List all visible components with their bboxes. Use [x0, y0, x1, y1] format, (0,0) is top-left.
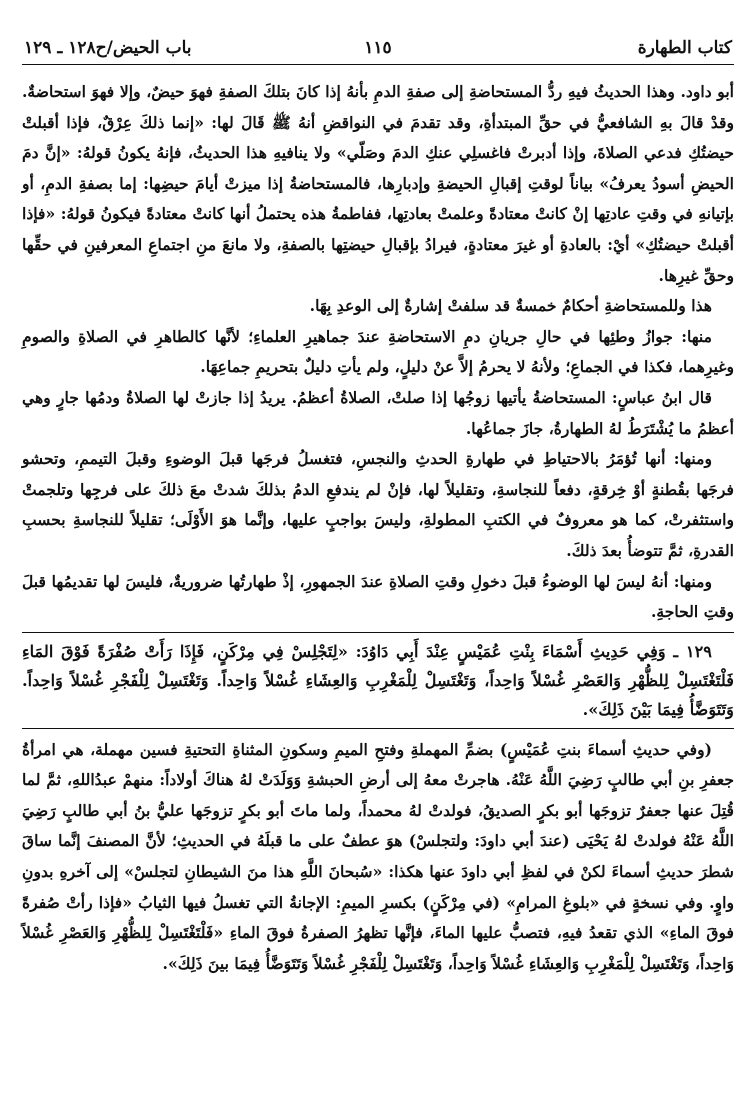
paragraph-five-rulings: هذا وللمستحاضةِ أحكامٌ خمسةٌ قد سلفتْ إشارةٌ إلى الوعدِ بِهَا. [309, 296, 712, 316]
hadith-commentary: (وفي حديثِ أسماءَ بنتِ عُمَيْسٍ) بضمِّ المهملةِ وفتحِ الميمِ وسكونِ المثناةِ التحتيةِ فسين مهملة، هي امرأةُ جعفرِ بنِ أبي طالبٍ رَضِيَ اللَّهُ عَنْهُ. هاجرتْ معهُ إلى أرضِ الحبشةِ وَوَلَدَتْ لهُ هناكَ أولاداً: منهمْ عبدُاللهِ، ثمَّ لما قُتِلَ عنها جعفرٌ تزوجَها أبو بكرٍ الصديقُ، فولدتْ لهُ محمداً، ولما ماتَ أبو بكرٍ تزوجَها عليُّ بنُ أبي طالبٍ رَضِيَ اللَّهُ عَنْهُ فولدتْ لهُ يَحْيَى (عندَ أبي داودَ: ولتجلسْ) هوَ عطفٌ على ما قبلَهُ في الحديثِ؛ لأنَّ المصنفَ إنَّما ساقَ شطرَ حديثِ أسماءَ لكنْ في لفظِ أبي داودَ عنها هكذا: «سُبحانَ اللَّهِ هذا منَ الشيطانِ لتجلسْ» إلى آخرهِ بدونِ واوٍ. وفي نسخةٍ في «بلوغِ المرامِ» (في مِرْكَنٍ) بكسرِ الميمِ: الإجانةُ التي تغسلُ فيها الثيابُ «فإذا رأتْ صُفرةً فوقَ الماءِ» الذي تقعدُ فيهِ، فتصبُّ عليها الماءَ، فإنَّها تظهرُ الصفرةُ فوقَ الماءِ «فَلْتَغْتَسِلْ لِلظُّهْرِ وَالعَصْرِ غُسْلاً وَاحِداً، وَتَغْتَسِلْ لِلْمَغْرِبِ وَالعِشَاءِ غُسْلاً وَاحِداً، وَتَغْتَسِلْ لِلْفَجْرِ غُسْلاً وَتَتَوَضَّأُ فِيمَا بينَ ذَلِكَ». [22, 739, 734, 973]
book-title: كتاب الطهارة [637, 38, 732, 58]
paragraph-ibn-abbas: قال ابنُ عباسٍ: المستحاضةُ يأتيها زوجُها إذا صلتْ، الصلاةُ أعظمُ. يريدُ إذا جازتْ لها الصلاةُ ودمُها جارٍ وهي أعظمُ ما يُشْتَرَطُ لهُ الطهارةُ، جازَ جماعُها. [22, 387, 734, 438]
hadith-text: ـ وَفِي حَدِيثِ أَسْمَاءَ بِنْتِ عُمَيْسٍ عِنْدَ أَبِي دَاوُدَ: «لِتَجْلِسْ فِي مِرْكَنٍ، فَإِذَا رَأَتْ صُفْرَةً فَوْقَ المَاءِ فَلْتَغْتَسِلْ لِلظُّهْرِ وَالعَصْرِ غُسْلاً وَاحِداً، وَتَغْتَسِلْ لِلْمَغْرِبِ وَالعِشَاءِ غُسْلاً وَاحِداً. وَتَغْتَسِلْ لِلْفَجْرِ غُسْلاً وَاحِداً. وَتَتَوَضَّأُ فِيمَا بَيْنَ ذَلِكَ». [22, 641, 734, 719]
hadith-divider [22, 728, 734, 729]
hadith-number: ١٢٩ [685, 641, 712, 661]
book-page [22, 30, 734, 1094]
page-number: ١١٥ [364, 38, 392, 58]
hadith-text-block [22, 637, 734, 724]
page-body [22, 77, 734, 979]
paragraph-ruling-wudu-timing: ومنها: أنهُ ليسَ لها الوضوءُ قبلَ دخولِ وقتِ الصلاةِ عندَ الجمهورِ، إذْ طهارتُها ضروريةٌ، فليسَ لها تقديمُها قبلَ وقتِ الحاجةِ. [22, 571, 734, 622]
section-divider [22, 632, 734, 633]
page-header [22, 30, 734, 65]
chapter-reference: باب الحيض/ح١٢٨ ـ ١٢٩ [24, 38, 192, 58]
paragraph-ruling-precaution: ومنها: أنها تُؤمَرُ بالاحتياطِ في طهارةِ الحدثِ والنجسِ، فتغسلُ فرجَها قبلَ الوضوءِ وقبلَ التيممِ، وتحشو فرجَها بقُطنةٍ أوْ خِرقةٍ، دفعاً للنجاسةِ، وتقليلاً لها، فإنْ لم يندفعِ الدمُ بذلكَ شدتْ معَ ذلكَ على فرجِها وتلجمتْ واستثفرتْ، كما هو معروفٌ في الكتبِ المطولةِ، وليسَ بواجبٍ عليها، وإنَّما هوَ الأَوْلَى؛ تقليلاً للنجاسةِ بحسبِ القدرةِ، ثمَّ تتوضأُ بعدَ ذلكَ. [22, 449, 734, 560]
paragraph-blood-description: أبو داود. وهذا الحديثُ فيهِ ردُّ المستحاضةِ إلى صفةِ الدمِ بأنهُ إذا كانَ بتلكَ الصفةِ فهوَ حيضٌ، وإلا فهوَ استحاضةٌ. وقدْ قالَ بهِ الشافعيُّ في حقِّ المبتدأةِ، وقد تقدمَ في النواقضِ أنهُ ﷺ قَالَ لها: «إنما ذلكَ عِرْقٌ، فإذا أقبلتْ حيضتُكِ فدعي الصلاةَ، وإذا أدبرتْ فاغسلِي عنكِ الدمَ وصَلّي» ولا ينافيهِ هذا الحديثُ، فإنهُ يكونُ قولهُ: «إنَّ دمَ الحيضِ أسودُ يعرفُ» بياناً لوقتِ إقبالِ الحيضةِ وإدبارِها، فالمستحاضةُ إذا ميزتْ أيامَ حيضِها: إما بصفةِ الدمِ، أو بإتيانهِ في وقتِ عادتِها إنْ كانتْ معتادةً وعلمتْ بعادتِها، ففاطمةُ هذه يحتملُ أنها كانتْ معتادةً فيكونُ قولهُ: «فإذا أقبلتْ حيضتُكِ» أيْ: بالعادةِ أو غيرَ معتادةٍ، فيرادُ بإقبالِ حيضتِها بالصفةِ، ولا مانعَ منِ اجتماعِ المعرفينِ في حقِّها وحقِّ غيرِها. [22, 82, 734, 285]
paragraph-ruling-intercourse: منها: جوازُ وطئِها في حالِ جريانِ دمِ الاستحاضةِ عندَ جماهيرِ العلماءِ؛ لأنَّها كالطاهرِ في الصلاةِ والصومِ وغيرِهما، فكذا في الجماعِ؛ ولأنهُ لا يحرمُ إلاَّ عنْ دليلٍ، ولم يأتِ دليلٌ بتحريمِ جماعِهَا. [22, 326, 734, 377]
